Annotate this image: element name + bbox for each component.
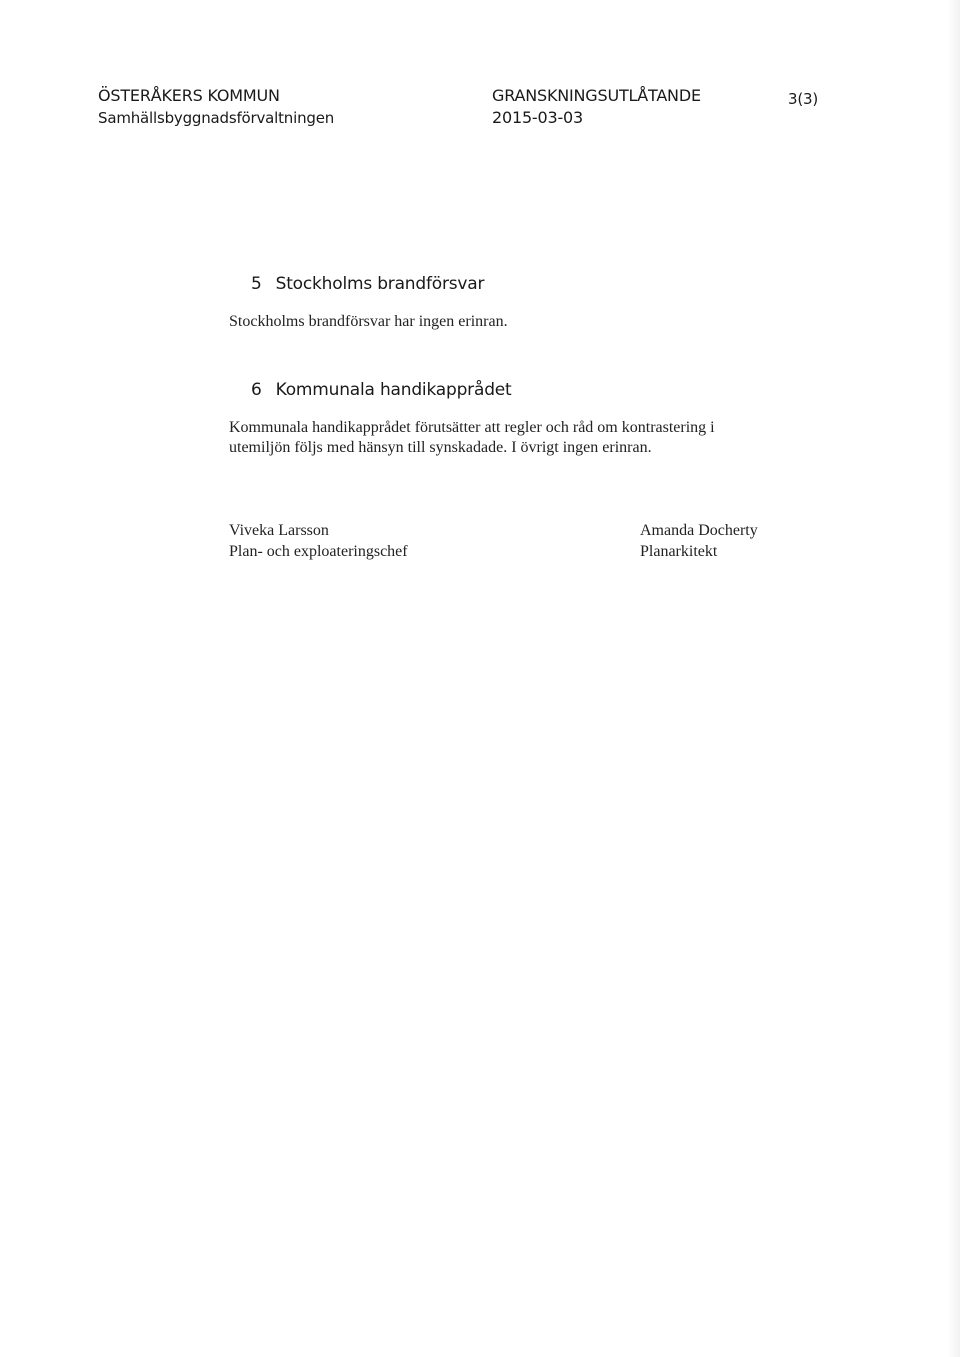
section-title: Kommunala handikapprådet [275,380,512,400]
signatory-title: Planarkitekt [640,543,718,560]
section-number: 5 [251,274,262,294]
section-body-line: Stockholms brandförsvar har ingen erinran. [229,313,508,330]
page-number: 3(3) [788,90,818,108]
signatory-name: Viveka Larsson [229,522,329,539]
scan-edge-shadow [948,0,960,1357]
section-body-line: utemiljön följs med hänsyn till synskadade. I övrigt ingen erinran. [229,439,652,456]
signatory-name: Amanda Docherty [640,522,758,539]
section-heading-5 [251,273,484,295]
document-date: 2015-03-03 [492,108,583,127]
section-number: 6 [251,380,262,400]
department-name: Samhällsbyggnadsförvaltningen [98,109,335,127]
section-heading-6 [251,379,512,401]
section-body-line: Kommunala handikapprådet förutsätter att regler och råd om kontrastering i [229,419,715,436]
signatory-title: Plan- och exploateringschef [229,543,408,560]
organization-name: ÖSTERÅKERS KOMMUN [98,86,280,105]
section-title: Stockholms brandförsvar [275,274,485,294]
document-type: GRANSKNINGSUTLÅTANDE [492,86,701,105]
